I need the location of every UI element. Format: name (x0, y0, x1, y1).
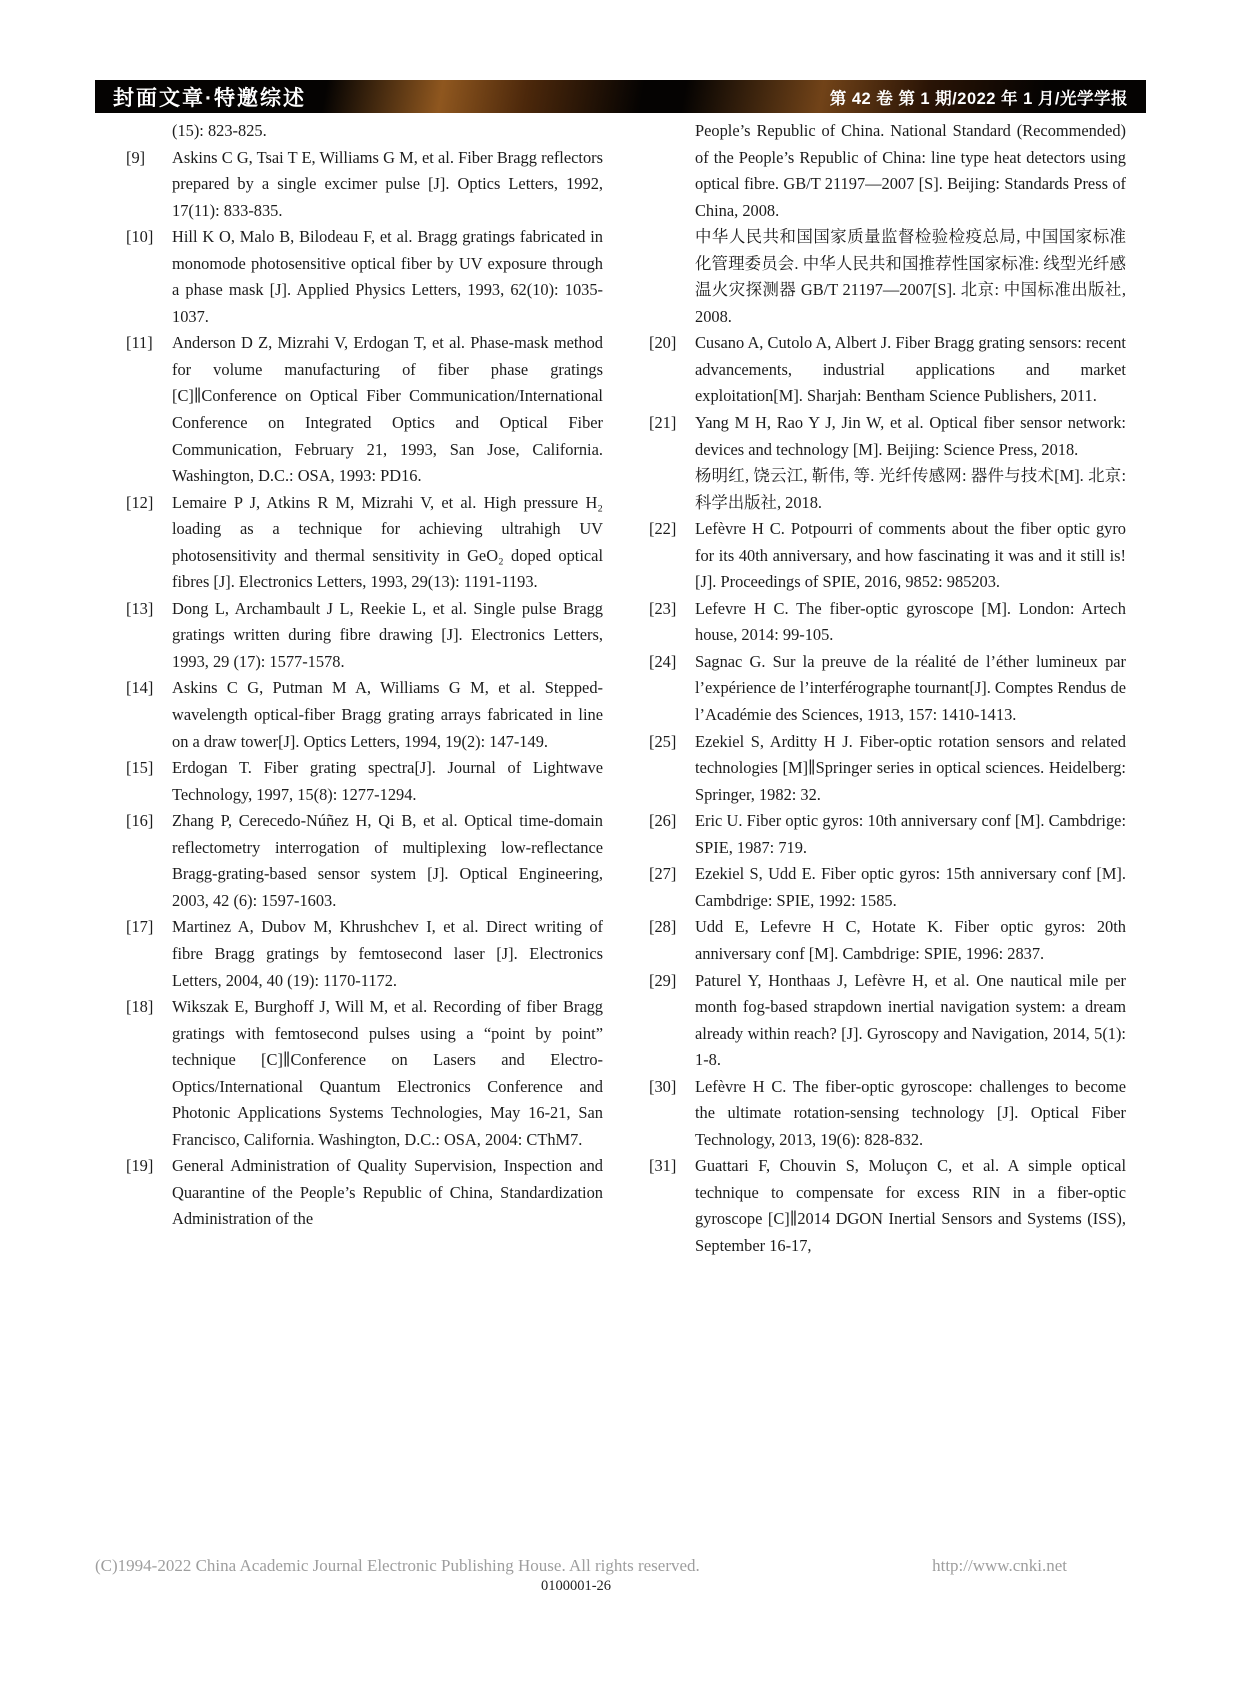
reference-number (649, 463, 695, 516)
reference-number: [23] (649, 598, 677, 618)
reference-entry (649, 808, 1126, 861)
reference-text: Lefevre H C. The fiber-optic gyroscope [M]. London: Artech house, 2014: 99-105. (695, 598, 1126, 645)
reference-text: 杨明红, 饶云江, 靳伟, 等. 光纤传感网: 器件与技术[M]. 北京: 科学出版社, 2018. (695, 466, 1126, 512)
reference-number: [22] (649, 519, 677, 539)
reference-entry (126, 224, 603, 330)
reference-entry (649, 516, 1126, 596)
reference-number: [15] (126, 758, 154, 778)
reference-number: [25] (649, 731, 677, 751)
page-number: 0100001-26 (540, 1578, 612, 1594)
reference-entry (126, 755, 603, 808)
reference-text: Lefèvre H C. The fiber-optic gyroscope: challenges to become the ultimate rotation-sensing technology [J]. Optical Fiber Technology, 2013, 19(6): 828-832. (695, 1076, 1126, 1149)
reference-text: Yang M H, Rao Y J, Jin W, et al. Optical fiber sensor network: devices and technology [M]. Beijing: Science Press, 2018. (695, 413, 1126, 459)
reference-number: [13] (126, 598, 154, 618)
reference-text: Wikszak E, Burghoff J, Will M, et al. Recording of fiber Bragg gratings with femtosecond pulses using a “point by point” technique [C]∥Conference on Lasers and Electro-Optics/International Quantum Electronics Conference and Photonic Applications Systems Technologies, May 16-21, San Francisco, California. Washington, D.C.: OSA, 2004: CThM7. (172, 997, 603, 1149)
reference-text: Lemaire P J, Atkins R M, Mizrahi V, et al. High pressure H₂ loading as a technique for achieving ultrahigh UV photosensitivity and thermal sensitivity in GeO₂ doped optical fibres [J]. Electronics Letters, 1993, 29(13): 1191-1193. (172, 492, 603, 592)
reference-text: Sagnac G. Sur la preuve de la réalité de l’éther lumineux par l’expérience de l’interférographe tournant[J]. Comptes Rendus de l’Académie des Sciences, 1913, 157: 1410-1413. (695, 651, 1127, 725)
journal-issue-info: 第 42 卷 第 1 期/2022 年 1 月/光学学报 (829, 89, 1128, 108)
reference-text: General Administration of Quality Supervision, Inspection and Quarantine of the People’s Republic of China, Standardization Administration of the (172, 1156, 603, 1229)
reference-number: [26] (649, 811, 677, 831)
reference-text: Hill K O, Malo B, Bilodeau F, et al. Bragg gratings fabricated in monomode photosensitive optical fiber by UV exposure through a phase mask [J]. Applied Physics Letters, 1993, 62(10): 1035-1037. (172, 227, 603, 326)
reference-text: Lefèvre H C. Potpourri of comments about the fiber optic gyro for its 40th anniversary, and how fascinating it was and it still is![J]. Proceedings of SPIE, 2016, 9852: 985203. (695, 519, 1126, 592)
reference-number: [30] (649, 1076, 677, 1096)
reference-number: [10] (126, 227, 154, 247)
reference-number: [12] (126, 492, 154, 512)
reference-number: [21] (649, 413, 677, 433)
reference-entry (126, 490, 603, 596)
reference-text: Askins C G, Tsai T E, Williams G M, et al. Fiber Bragg reflectors prepared by a single excimer pulse [J]. Optics Letters, 1992, 17(11): 833-835. (172, 147, 603, 220)
reference-entry (649, 914, 1126, 967)
reference-number: [31] (649, 1156, 677, 1176)
reference-text: Anderson D Z, Mizrahi V, Erdogan T, et al. Phase-mask method for volume manufacturing of fiber phase gratings [C]∥Conference on Optical Fiber Communication/International Conference on Integrated Optics and Optical Fiber Communication, February 21, 1993, San Jose, California. Washington, D.C.: OSA, 1993: PD16. (172, 333, 603, 486)
cnki-url: http://www.cnki.net (932, 1556, 1067, 1575)
reference-entry (649, 224, 1126, 330)
reference-text: 中华人民共和国国家质量监督检验检疫总局, 中国国家标准化管理委员会. 中华人民共和国推荐性国家标准: 线型光纤感温火灾探测器 GB/T 21197—2007[S]. 北京: 中国标准出版社, 2008. (695, 227, 1126, 326)
reference-text: Eric U. Fiber optic gyros: 10th anniversary conf [M]. Cambdrige: SPIE, 1987: 719. (695, 811, 1126, 857)
reference-entry (126, 330, 603, 489)
footer (95, 1556, 1067, 1576)
reference-entry (649, 118, 1126, 224)
reference-entry (649, 729, 1126, 809)
reference-text: Martinez A, Dubov M, Khrushchev I, et al. Direct writing of fibre Bragg gratings by femtosecond laser [J]. Electronics Letters, 2004, 40 (19): 1170-1172. (172, 917, 603, 990)
reference-entry (649, 596, 1126, 649)
reference-number: [29] (649, 970, 677, 990)
reference-number (649, 224, 695, 330)
reference-number: [11] (126, 333, 153, 353)
reference-text: Erdogan T. Fiber grating spectra[J]. Journal of Lightwave Technology, 1997, 15(8): 1277-1294. (172, 758, 603, 804)
reference-number: [17] (126, 917, 154, 937)
reference-text: Udd E, Lefevre H C, Hotate K. Fiber optic gyros: 20th anniversary conf [M]. Cambdrige: SPIE, 1996: 2837. (695, 917, 1126, 963)
reference-entry (126, 675, 603, 755)
reference-entry (649, 1153, 1126, 1259)
reference-entry (649, 968, 1126, 1074)
reference-text: Ezekiel S, Arditty H J. Fiber-optic rotation sensors and related technologies [M]∥Springer series in optical sciences. Heidelberg: Springer, 1982: 32. (695, 731, 1126, 804)
section-title: 封面文章·特邀综述 (113, 86, 306, 110)
reference-number (126, 118, 172, 145)
reference-text: Guattari F, Chouvin S, Moluçon C, et al. A simple optical technique to compensate for excess RIN in a fiber-optic gyroscope [C]∥2014 DGON Inertial Sensors and Systems (ISS), September 16-17, (695, 1156, 1126, 1255)
reference-number: [27] (649, 864, 677, 884)
reference-number: [20] (649, 333, 677, 353)
reference-number: [18] (126, 997, 154, 1017)
reference-number: [14] (126, 678, 154, 698)
reference-text: Cusano A, Cutolo A, Albert J. Fiber Bragg grating sensors: recent advancements, industrial applications and market exploitation[M]. Sharjah: Bentham Science Publishers, 2011. (695, 333, 1126, 406)
reference-number: [16] (126, 811, 154, 831)
reference-entry (649, 649, 1126, 729)
reference-text: Paturel Y, Honthaas J, Lefèvre H, et al. One nautical mile per month fog-based strapdown inertial navigation system: a dream already within reach? [J]. Gyroscopy and Navigation, 2014, 5(1): 1-8. (695, 970, 1126, 1070)
reference-entry (649, 410, 1126, 463)
reference-number: [9] (126, 147, 146, 167)
reference-entry (126, 808, 603, 914)
reference-text: Ezekiel S, Udd E. Fiber optic gyros: 15th anniversary conf [M]. Cambdrige: SPIE, 1992: 1585. (695, 864, 1126, 910)
reference-text: Dong L, Archambault J L, Reekie L, et al. Single pulse Bragg gratings written during fibre drawing [J]. Electronics Letters, 1993, 29 (17): 1577-1578. (172, 598, 603, 671)
reference-text: People’s Republic of China. National Standard (Recommended) of the People’s Republic of China: line type heat detectors using optical fibre. GB/T 21197—2007 [S]. Beijing: Standards Press of China, 2008. (695, 121, 1126, 220)
reference-text: Zhang P, Cerecedo-Núñez H, Qi B, et al. Optical time-domain reflectometry interrogation of multiplexing low-reflectance Bragg-grating-based sensor system [J]. Optical Engineering, 2003, 42 (6): 1597-1603. (172, 811, 603, 910)
references-column-right (649, 118, 1126, 1260)
reference-number (649, 118, 695, 224)
reference-entry (126, 914, 603, 994)
reference-number: [24] (649, 651, 677, 671)
reference-text: (15): 823-825. (172, 121, 267, 140)
reference-entry (649, 330, 1126, 410)
reference-entry (126, 145, 603, 225)
reference-entry (126, 994, 603, 1153)
reference-entry (649, 463, 1126, 516)
copyright-notice: (C)1994-2022 China Academic Journal Electronic Publishing House. All rights reserved. (95, 1556, 700, 1575)
reference-entry (126, 596, 603, 676)
reference-entry (126, 1153, 603, 1233)
references-column-left (126, 118, 603, 1233)
reference-number: [28] (649, 917, 677, 937)
reference-entry (649, 861, 1126, 914)
reference-number: [19] (126, 1156, 154, 1176)
reference-text: Askins C G, Putman M A, Williams G M, et al. Stepped-wavelength optical-fiber Bragg grating arrays fabricated in line on a draw tower[J]. Optics Letters, 1994, 19(2): 147-149. (172, 678, 603, 751)
reference-entry (126, 118, 603, 145)
page-header (95, 80, 1146, 113)
reference-entry (649, 1074, 1126, 1154)
